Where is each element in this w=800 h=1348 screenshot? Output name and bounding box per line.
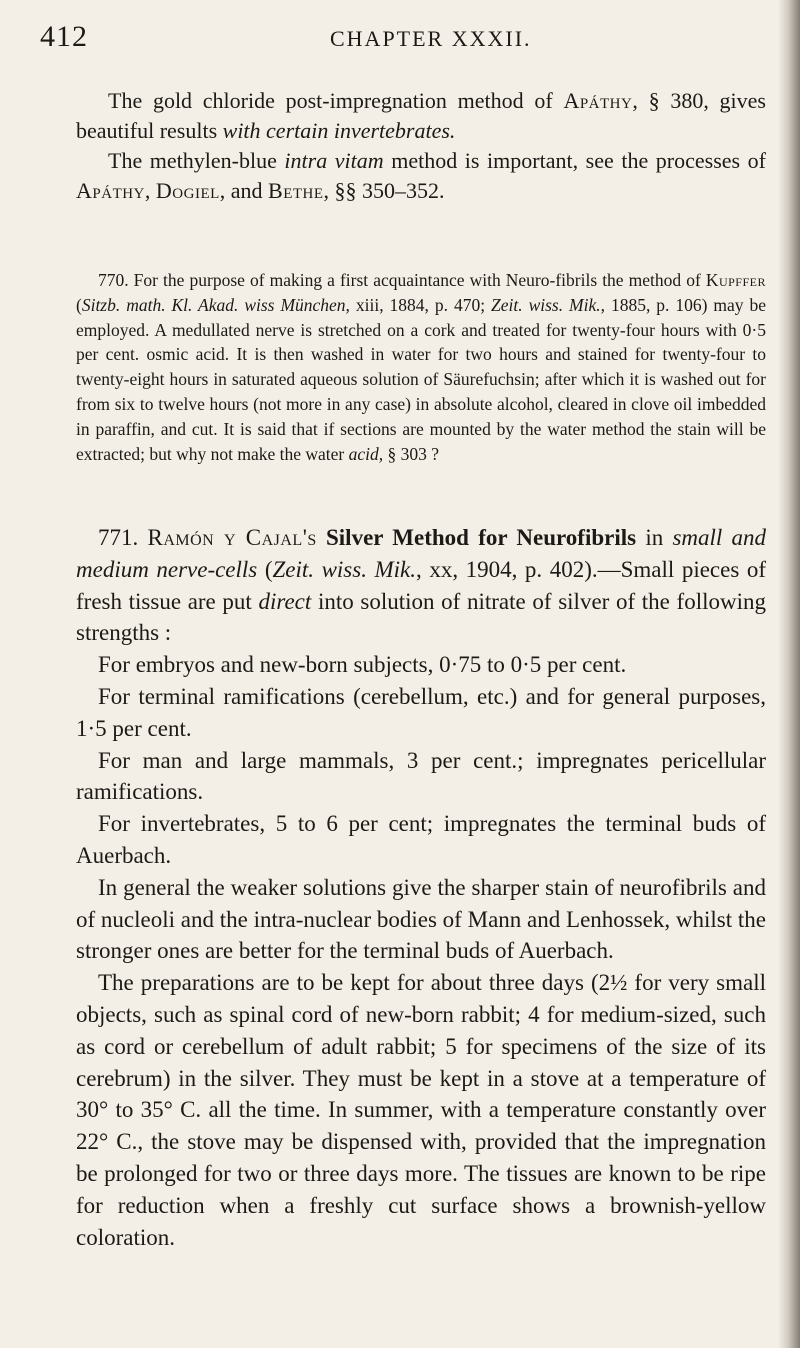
intro-paragraph-gold-chloride: The gold chloride post-impregnation method of Apáthy, § 380, gives beautiful results with certain invertebrates. (76, 88, 766, 143)
section-heading: Silver Method for Neurofibrils (316, 525, 637, 550)
strength-embryos: For embryos and new-born subjects, 0·75 to 0·5 per cent. (98, 652, 627, 678)
section-771 (76, 522, 766, 1253)
paragraph-general-remarks: In general the weaker solutions give the sharper stain of neurofibrils and of nucleoli and the intra-nuclear bodies of Mann and Lenhossek, whilst the stronger ones are better for the terminal buds of Auerbach. (76, 874, 766, 964)
intro-section (76, 86, 766, 206)
author-name: Ramón y Cajal's (147, 525, 317, 550)
page-header (40, 20, 770, 68)
strength-terminal-ramifications: For terminal ramifications (cerebellum, etc.) and for general purposes, 1·5 per cent. (76, 683, 766, 741)
page-number: 412 (40, 20, 88, 53)
section-number: 771. (98, 525, 139, 550)
running-head: CHAPTER XXXII. (330, 26, 532, 51)
intro-paragraph-methylen-blue: The methylen-blue intra vitam method is important, see the processes of Apáthy, Dogiel, and Bethe, §§ 350–352. (76, 148, 766, 203)
strength-man-large-mammals: For man and large mammals, 3 per cent.; impregnates pericellular ramifications. (76, 747, 766, 805)
paragraph-preparations: The preparations are to be kept for about three days (2½ for very small objects, such as spinal cord of new-born rabbit; 4 for medium-sized, such as cord or cerebellum of adult rabbit; 5 for specimens of the size of its cerebrum) in the silver. They must be kept in a stove at a temperature of 30° to 35° C. all the time. In summer, with a temperature constantly over 22° C., the stove may be dispensed with, provided that the impregnation be prolonged for two or three days more. The tissues are known to be ripe for reduction when a freshly cut surface shows a brownish-yellow coloration. (76, 970, 766, 1250)
section-770-paragraph: 770. For the purpose of making a first acquaintance with Neuro-fibrils the method of Kupffer (Sitzb. math. Kl. Akad. wiss München, xiii, 1884, p. 470; Zeit. wiss. Mik., 1885, p. 106) may be employed. A medullated nerve is stretched on a cork and treated for twenty-four hours with 0·5 per cent. osmic acid. It is then washed in water for two hours and stained for twenty-four to twenty-eight hours in saturated aqueous solution of Säurefuchsin; after which it is washed out for from six to twelve hours (not more in any case) in absolute alcohol, cleared in clove oil imbedded in paraffin, and cut. It is said that if sections are mounted by the water method the stain will be extracted; but why not make the water acid, § 303 ? (76, 270, 766, 464)
section-number: 770. (98, 270, 129, 290)
section-770 (76, 268, 766, 466)
section-771-heading-paragraph: 771. Ramón y Cajal's Silver Method for Neurofibrils in small and medium nerve-cells (Zeit. wiss. Mik., xx, 1904, p. 402).—Small pieces of fresh tissue are put direct into solution of nitrate of silver of the following strengths : (76, 525, 767, 646)
strength-invertebrates: For invertebrates, 5 to 6 per cent; impregnates the terminal buds of Auerbach. (76, 811, 766, 868)
page-edge-shadow (778, 0, 800, 1348)
